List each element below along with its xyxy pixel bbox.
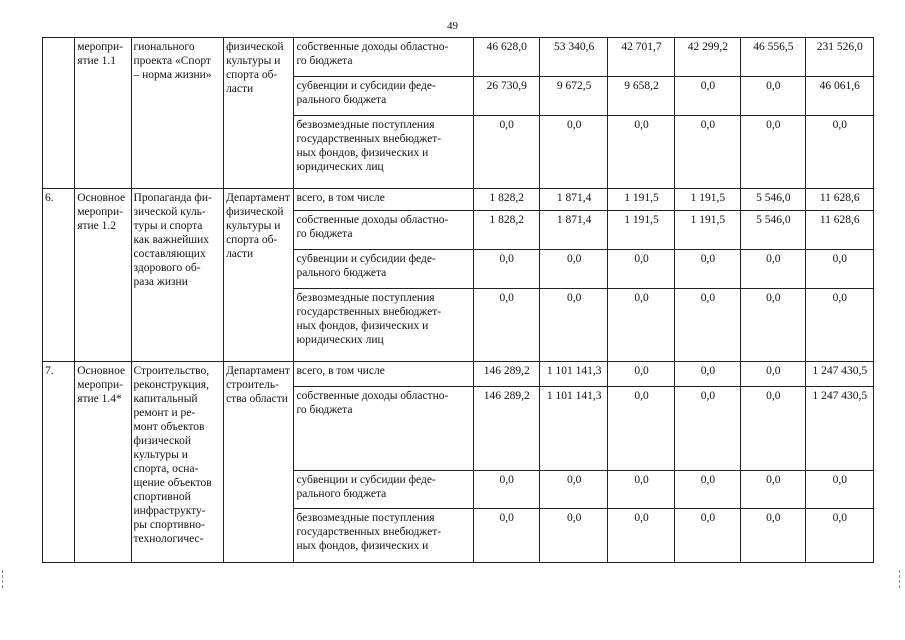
value-cell: 1 101 141,3 (539, 362, 607, 387)
value-cell: 1 101 141,3 (539, 387, 607, 471)
source-cell: собственные доходы областно- го бюджета (294, 387, 473, 471)
responsible-cell: Департамент строитель- ства области (224, 362, 294, 563)
value-cell: 0,0 (473, 509, 539, 563)
event-cell: меропри- ятие 1.1 (75, 38, 131, 189)
source-cell: субвенции и субсидии феде- рального бюджета (294, 250, 473, 289)
value-cell: 0,0 (674, 362, 740, 387)
value-cell: 0,0 (608, 471, 674, 509)
row-number-cell (43, 38, 75, 189)
value-cell: 0,0 (608, 289, 674, 362)
value-cell: 0,0 (539, 509, 607, 563)
value-cell: 0,0 (805, 289, 874, 362)
source-cell: безвозмездные поступления государственных внебюджет- ных фондов, физических и юридических лиц (294, 116, 473, 189)
value-cell: 0,0 (741, 387, 805, 471)
description-cell: Строительство, реконструкция, капитальный ремонт и ре- монт объектов физической культуры и спорта, осна- щение объектов спортивной инфраструкту- ры спортивно- технологичес- (131, 362, 224, 563)
value-cell: 0,0 (741, 471, 805, 509)
value-cell: 11 628,6 (805, 189, 874, 211)
responsible-cell: Департамент физической культуры и спорта об- ласти (224, 189, 294, 362)
value-cell: 1 871,4 (539, 189, 607, 211)
value-cell: 0,0 (473, 250, 539, 289)
funding-table (42, 37, 874, 563)
value-cell: 0,0 (741, 116, 805, 189)
source-cell: субвенции и субсидии феде- рального бюджета (294, 77, 473, 116)
row-number-cell: 7. (43, 362, 75, 563)
value-cell: 0,0 (805, 116, 874, 189)
value-cell: 26 730,9 (473, 77, 539, 116)
value-cell: 0,0 (539, 250, 607, 289)
value-cell: 1 191,5 (674, 189, 740, 211)
value-cell: 0,0 (674, 116, 740, 189)
table-row (43, 38, 874, 77)
value-cell: 46 556,5 (741, 38, 805, 77)
source-cell: всего, в том числе (294, 189, 473, 211)
description-cell: гионального проекта «Спорт – норма жизни» (131, 38, 224, 189)
row-number-cell: 6. (43, 189, 75, 362)
table-row (43, 189, 874, 211)
source-cell: собственные доходы областно- го бюджета (294, 38, 473, 77)
source-cell: субвенции и субсидии феде- рального бюджета (294, 471, 473, 509)
value-cell: 1 191,5 (674, 211, 740, 250)
value-cell: 0,0 (473, 471, 539, 509)
value-cell: 9 658,2 (608, 77, 674, 116)
value-cell: 0,0 (608, 116, 674, 189)
value-cell: 1 191,5 (608, 189, 674, 211)
source-cell: всего, в том числе (294, 362, 473, 387)
value-cell: 0,0 (539, 289, 607, 362)
page-number: 49 (447, 20, 458, 32)
scan-edge-mark-left (2, 570, 6, 588)
value-cell: 0,0 (741, 289, 805, 362)
value-cell: 5 546,0 (741, 211, 805, 250)
value-cell: 42 701,7 (608, 38, 674, 77)
value-cell: 0,0 (473, 289, 539, 362)
value-cell: 5 546,0 (741, 189, 805, 211)
value-cell: 0,0 (539, 471, 607, 509)
value-cell: 0,0 (805, 471, 874, 509)
value-cell: 146 289,2 (473, 362, 539, 387)
value-cell: 0,0 (805, 509, 874, 563)
value-cell: 0,0 (473, 116, 539, 189)
description-cell: Пропаганда фи- зической куль- туры и спорта как важнейших составляющих здорового об- раза жизни (131, 189, 224, 362)
value-cell: 0,0 (539, 116, 607, 189)
value-cell: 46 628,0 (473, 38, 539, 77)
event-cell: Основное меропри- ятие 1.4* (75, 362, 131, 563)
value-cell: 0,0 (741, 362, 805, 387)
value-cell: 46 061,6 (805, 77, 874, 116)
value-cell: 0,0 (741, 509, 805, 563)
value-cell: 53 340,6 (539, 38, 607, 77)
value-cell: 0,0 (674, 289, 740, 362)
scan-edge-mark-right (899, 570, 903, 588)
value-cell: 0,0 (608, 362, 674, 387)
value-cell: 0,0 (608, 387, 674, 471)
value-cell: 0,0 (741, 77, 805, 116)
value-cell: 146 289,2 (473, 387, 539, 471)
value-cell: 42 299,2 (674, 38, 740, 77)
value-cell: 0,0 (674, 509, 740, 563)
source-cell: безвозмездные поступления государственных внебюджет- ных фондов, физических и юридических лиц (294, 289, 473, 362)
value-cell: 0,0 (674, 471, 740, 509)
value-cell: 1 828,2 (473, 189, 539, 211)
source-cell: безвозмездные поступления государственных внебюджет- ных фондов, физических и (294, 509, 473, 563)
responsible-cell: физической культуры и спорта об- ласти (224, 38, 294, 189)
value-cell: 1 828,2 (473, 211, 539, 250)
value-cell: 0,0 (674, 250, 740, 289)
value-cell: 231 526,0 (805, 38, 874, 77)
value-cell: 0,0 (608, 250, 674, 289)
value-cell: 11 628,6 (805, 211, 874, 250)
value-cell: 1 871,4 (539, 211, 607, 250)
value-cell: 0,0 (674, 77, 740, 116)
value-cell: 9 672,5 (539, 77, 607, 116)
value-cell: 0,0 (674, 387, 740, 471)
value-cell: 0,0 (805, 250, 874, 289)
event-cell: Основное меропри- ятие 1.2 (75, 189, 131, 362)
table-row (43, 362, 874, 387)
value-cell: 0,0 (741, 250, 805, 289)
value-cell: 1 191,5 (608, 211, 674, 250)
value-cell: 1 247 430,5 (805, 387, 874, 471)
source-cell: собственные доходы областно- го бюджета (294, 211, 473, 250)
value-cell: 0,0 (608, 509, 674, 563)
value-cell: 1 247 430,5 (805, 362, 874, 387)
